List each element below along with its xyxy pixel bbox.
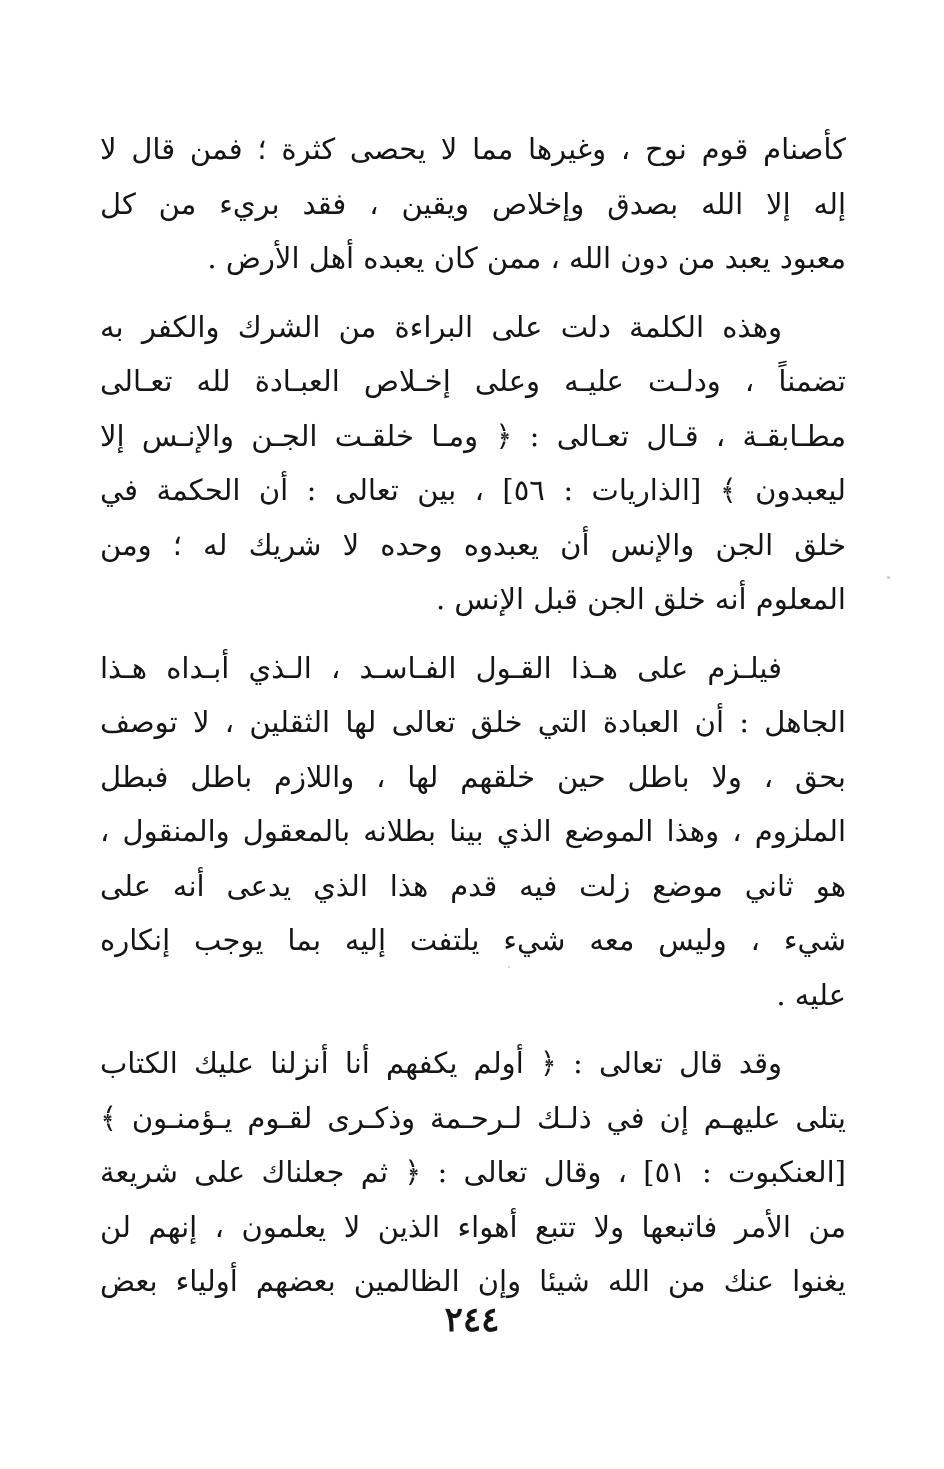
text-line: تضمناً ، ودلـت عليـه وعلى إخـلاص العبـادة لله تعـالى bbox=[100, 364, 846, 398]
paragraph-4 bbox=[100, 1036, 846, 1309]
paragraph-1 bbox=[100, 122, 846, 286]
scan-speck bbox=[887, 576, 890, 579]
text-line: فيلـزم على هـذا القـول الفـاسـد ، الـذي أبـداه هـذا bbox=[100, 650, 782, 685]
text-line: يتلى عليهـم إن في ذلـك لـرحـمة وذكـرى لقـوم يـؤمنـون ﴾ bbox=[100, 1100, 846, 1135]
text-line: الملزوم ، وهذا الموضع الذي بينا بطلانه بالمعقول والمنقول ، bbox=[100, 814, 846, 848]
text-line: عليه . bbox=[776, 977, 846, 1012]
text-line: معبود يعبد من دون الله ، ممن كان يعبده أهل الأرض . bbox=[207, 241, 846, 275]
text-line: شيء ، وليس معه شيء يلتفت إليه بما يوجب إنكاره bbox=[100, 923, 846, 957]
text-line: مطـابقـة ، قـال تعـالى : ﴿ ومـا خلقـت الجـن والإنـس إلا bbox=[100, 418, 846, 453]
text-line: وهذه الكلمة دلت على البراءة من الشرك والكفر به bbox=[100, 309, 782, 344]
text-line: ليعبدون ﴾ [الذاريات : ٥٦] ، بين تعالى : أن الحكمة في bbox=[100, 473, 847, 507]
text-line: وقد قال تعالى : ﴿ أولم يكفهم أنا أنزلنا عليك الكتاب bbox=[100, 1046, 782, 1080]
text-line: هو ثاني موضع زلت فيه قدم هذا الذي يدعى أنه على bbox=[100, 868, 846, 903]
text-line: بحق ، ولا باطل حين خلقهم لها ، واللازم باطل فبطل bbox=[100, 759, 846, 794]
text-line: الجاهل : أن العبادة التي خلق تعالى لها الثقلين ، لا توصف bbox=[100, 705, 846, 739]
page-number: ٢٤٤ bbox=[444, 1300, 500, 1340]
text-line: إله إلا الله بصدق وإخلاص ويقين ، فقد بريء من كل bbox=[100, 186, 846, 221]
text-line: كأصنام قوم نوح ، وغيرها مما لا يحصى كثرة ؛ فمن قال لا bbox=[100, 132, 846, 166]
text-line: [العنكبوت : ٥١] ، وقال تعالى : ﴿ ثم جعلناك على شريعة bbox=[100, 1155, 846, 1189]
text-line: يغنوا عنك من الله شيئا وإن الظالمين بعضهم أولياء بعض bbox=[100, 1264, 846, 1298]
text-line: خلق الجن والإنس أن يعبدوه وحده لا شريك له ؛ ومن bbox=[100, 527, 846, 562]
scan-speck bbox=[508, 966, 510, 968]
body-text bbox=[100, 122, 846, 1309]
paragraph-3 bbox=[100, 641, 846, 1023]
text-line: المعلوم أنه خلق الجن قبل الإنس . bbox=[435, 582, 846, 616]
paragraph-2 bbox=[100, 300, 846, 627]
text-line: من الأمر فاتبعها ولا تتبع أهواء الذين لا يعلمون ، إنهم لن bbox=[100, 1209, 846, 1244]
